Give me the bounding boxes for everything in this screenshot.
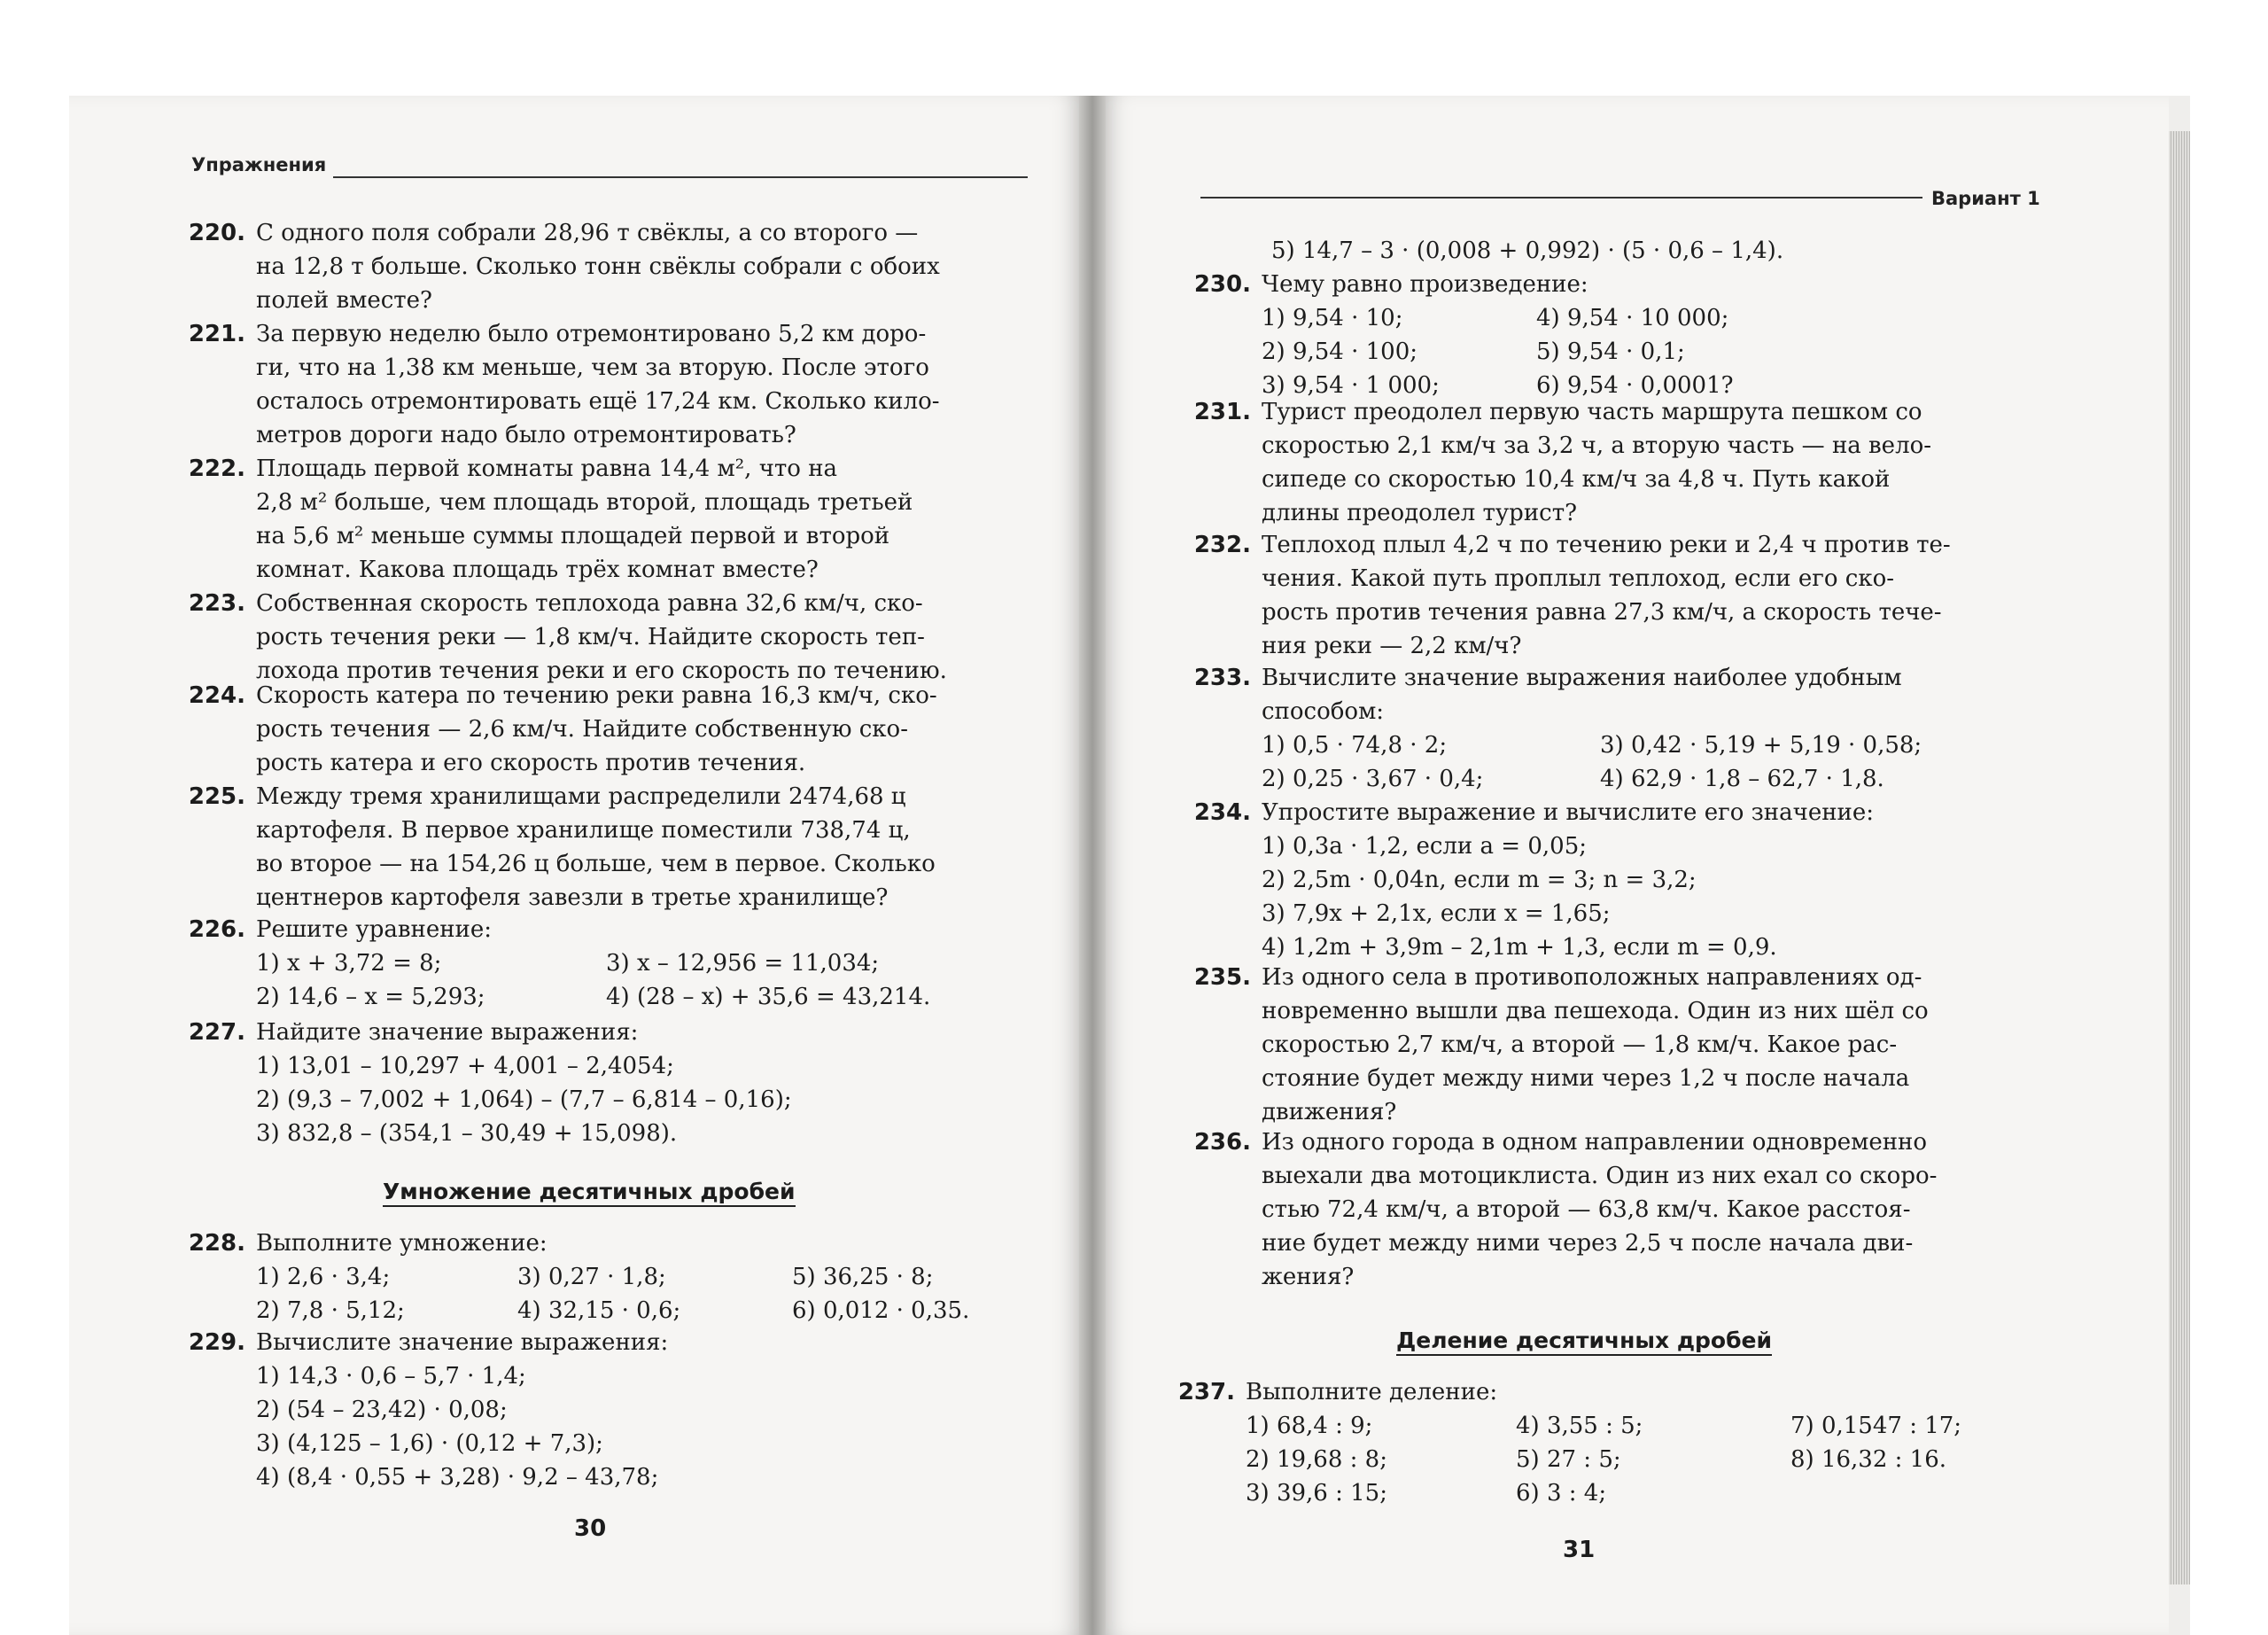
exercise-221: 221. За первую неделю было отремонтировано 5,2 км доро- ги, что на 1,38 км меньше, чем за вторую. После этого осталось отремонтировать ещё 17,24 км. Сколько кило- метров дороги надо было отремонтировать? — [188, 321, 940, 448]
exercise-230: 230. Чему равно произведение: 1) 9,54 · 10; 4) 9,54 · 10 000; 2) 9,54 · 100; 5) 9,54 · 0,1; 3) 9,54 · 1 000; 6) 9,54 · 0,0001? — [1193, 271, 1734, 399]
exercise-234: 234. Упростите выражение и вычислите его значение: 1) 0,3a · 1,2, если a = 0,05; 2) 2,5m · 0,04n, если m = 3; n = 3,2; 3) 7,9x + 2,1x, если x = 1,65; 4) 1,2m + 3,9m – 2,1m + 1,3, если m = 0,9. — [1193, 799, 1875, 961]
header-rule-left — [333, 176, 1028, 178]
book-gutter — [1079, 96, 1106, 1635]
exercise-235: 235. Из одного села в противоположных направлениях од- новременно вышли два пешехода. Один из них шёл со скоростью 2,7 км/ч, а второй — 1,8 км/ч. Какое рас- стояние будет между ними через 1,2 ч после начала движения? — [1193, 964, 1929, 1125]
exercise-236: 236. Из одного города в одном направлении одновременно выехали два мотоциклиста. Один из них ехал со скоро- стью 72,4 км/ч, а второй — 63,8 км/ч. Какое расстоя- ние будет между ними через 2,5 ч после начала дви- жения? — [1193, 1129, 1938, 1290]
exercise-237: 237. Выполните деление: 1) 68,4 : 9; 4) 3,55 : 5; 7) 0,1547 : 17; 2) 19,68 : 8; 5) 27 : 5; 8) 16,32 : 16. 3) 39,6 : 15; 6) 3 : 4; — [1177, 1379, 1962, 1507]
section-title-multiplication: Умножение десятичных дробей — [383, 1179, 796, 1207]
exercise-229-continuation: 5) 14,7 – 3 · (0,008 + 0,992) · (5 · 0,6 – 1,4). — [1271, 237, 1784, 264]
exercise-232: 232. Теплоход плыл 4,2 ч по течению реки и 2,4 ч против те- чения. Какой путь проплыл теплоход, если его ско- рость против течения равна 27,3 км/ч, а скорость тече- ния реки — 2,2 км/ч? — [1193, 532, 1951, 659]
page-edges — [2169, 131, 2190, 1584]
exercise-229: 229. Вычислите значение выражения: 1) 14,3 · 0,6 – 5,7 · 1,4; 2) (54 – 23,42) · 0,08; 3) (4,125 – 1,6) · (0,12 + 7,3); 4) (8,4 · 0,55 + 3,28) · 9,2 – 43,78; — [188, 1329, 669, 1491]
exercise-227: 227. Найдите значение выражения: 1) 13,01 – 10,297 + 4,001 – 2,4054; 2) (9,3 – 7,002 + 1,064) – (7,7 – 6,814 – 0,16); 3) 832,8 – (354,1 – 30,49 + 15,098). — [188, 1019, 792, 1147]
header-rule-right — [1200, 197, 1922, 199]
section-title-division: Деление десятичных дробей — [1396, 1327, 1772, 1356]
page-number-right: 31 — [1563, 1537, 1596, 1563]
exercise-231: 231. Турист преодолел первую часть маршрута пешком со скоростью 2,1 км/ч за 3,2 ч, а вторую часть — на вело- сипеде со скоростью 10,4 км/ч за 4,8 ч. Путь какой длины преодолел турист? — [1193, 399, 1932, 526]
exercise-224: 224. Скорость катера по течению реки равна 16,3 км/ч, ско- рость течения — 2,6 км/ч. Найдите собственную ско- рость катера и его скорость против течения. — [188, 682, 937, 776]
exercise-220: 220. С одного поля собрали 28,96 т свёклы, а со второго — на 12,8 т больше. Сколько тонн свёклы собрали с обоих полей вместе? — [188, 220, 940, 314]
exercise-233: 233. Вычислите значение выражения наиболее удобным способом: 1) 0,5 · 74,8 · 2; 3) 0,42 · 5,19 + 5,19 · 0,58; 2) 0,25 · 3,67 · 0,4; 4) 62,9 · 1,8 – 62,7 · 1,8. — [1193, 665, 1922, 792]
exercise-225: 225. Между тремя хранилищами распределили 2474,68 ц картофеля. В первое хранилище поместили 738,74 ц, во второе — на 154,26 ц больше, чем в первое. Сколько центнеров картофеля завезли в третье хранилище? — [188, 783, 936, 911]
page-number-left: 30 — [574, 1515, 607, 1542]
exercise-223: 223. Собственная скорость теплохода равна 32,6 км/ч, ско- рость течения реки — 1,8 км/ч. Найдите скорость теп- лохода против течения реки и его скорость по течению. — [188, 590, 947, 684]
running-head-right: Вариант 1 — [1931, 188, 2040, 209]
exercise-226: 226. Решите уравнение: 1) x + 3,72 = 8; 3) x – 12,956 = 11,034; 2) 14,6 – x = 5,293; 4) (28 – x) + 35,6 = 43,214. — [188, 916, 931, 1010]
running-head-left: Упражнения — [191, 154, 327, 175]
exercise-222: 222. Площадь первой комнаты равна 14,4 м², что на 2,8 м² больше, чем площадь второй, площадь третьей на 5,6 м² меньше суммы площадей первой и второй комнат. Какова площадь трёх комнат вместе? — [188, 455, 913, 583]
exercise-228: 228. Выполните умножение: 1) 2,6 · 3,4; 3) 0,27 · 1,8; 5) 36,25 · 8; 2) 7,8 · 5,12; 4) 32,15 · 0,6; 6) 0,012 · 0,35. — [188, 1230, 970, 1324]
